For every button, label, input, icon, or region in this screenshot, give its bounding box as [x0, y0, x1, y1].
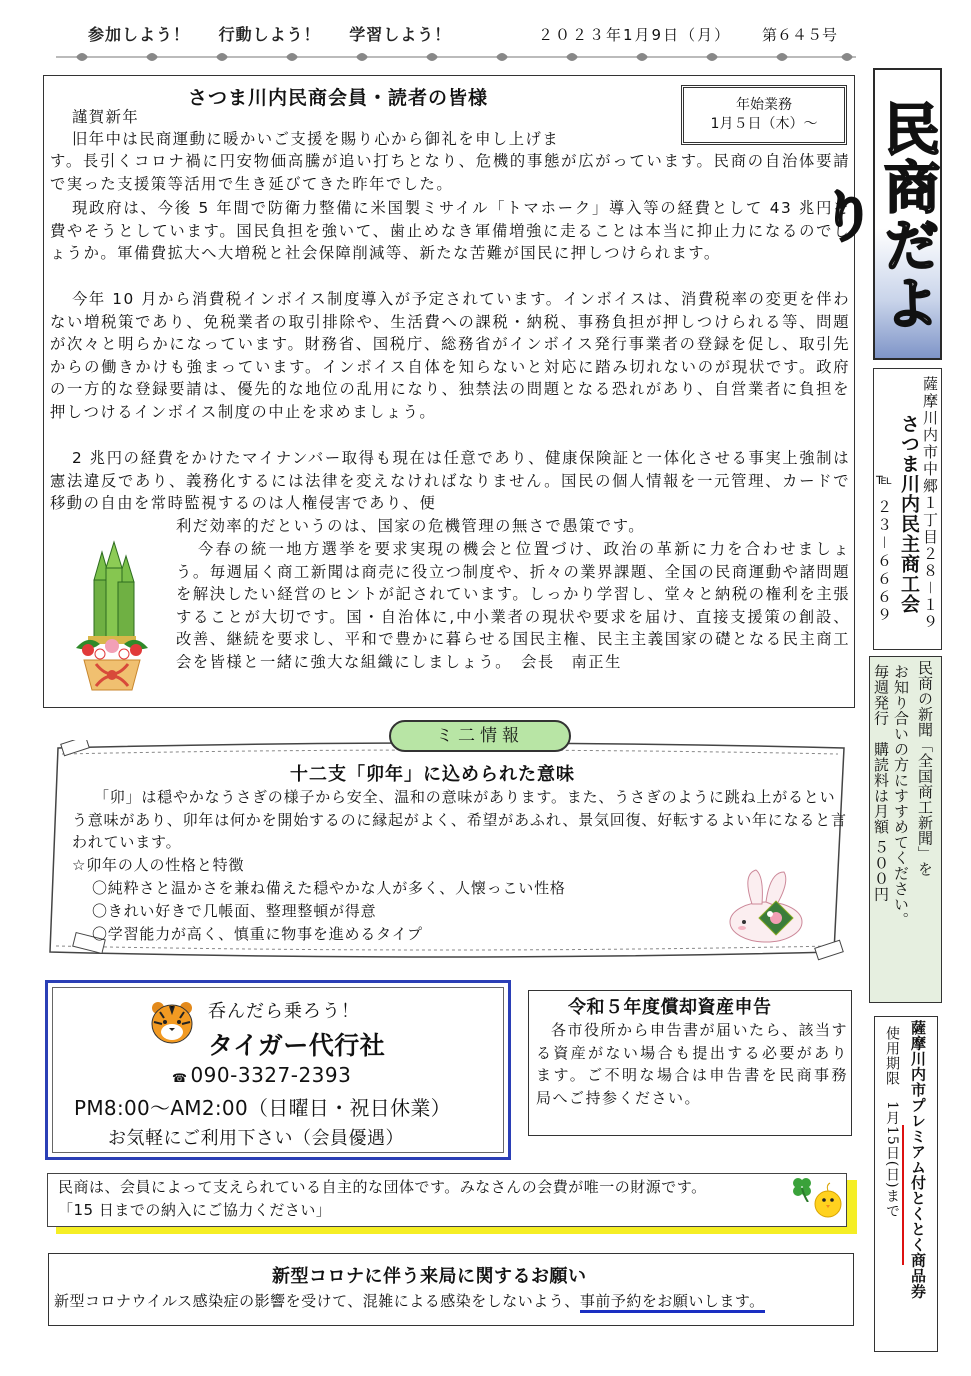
office-phone: ℡ ２３－６６６９	[875, 470, 893, 625]
slogan-1: 参加しよう！	[88, 25, 191, 44]
list-item: 〇きれい好きで几帳面、整理整頓が得意	[92, 902, 377, 920]
header-vine-divider	[56, 46, 856, 68]
taxi-phone-number: 090-3327-2393	[190, 1063, 352, 1087]
mini-info-title: 十二支「卯年」に込められた意味	[290, 764, 575, 785]
newspaper-promo-lines	[871, 664, 911, 928]
issue-number: 第６４５号	[762, 26, 838, 44]
dues-line-1: 民商は、会員によって支えられている自主的な団体です。みなさんの会費が唯一の財源です。	[58, 1178, 707, 1196]
mini-info-label: ミ二情報	[389, 720, 571, 752]
main-article-title: さつま川内民商会員・読者の皆様	[188, 87, 489, 109]
expiry-red-rule	[902, 1125, 904, 1265]
depreciation-title: 令和５年度償却資産申告	[568, 997, 772, 1018]
new-year-hours-box	[681, 85, 847, 145]
slogan-3: 学習しよう！	[349, 25, 452, 44]
paragraph-invoice: 今年 10 月から消費税インボイス制度導入が予定されています。インボイスは、消費税率の変更を伴わない増税策であり、免税業者の取引排除や、生活費への課税・納税、事務負担が押しつけられる等、問題が次々と明らかになっています。財務省、国税庁、総務省がインボイス発行事業者の登録を促し、取引先からの働きかけも強まっています。インボイス自体を知らないと対応に踏み切れないのが現状です。政府の一方的な登録要請は、優先的な地位の乱用になり、独禁法の問題となる恐れがあり、自営業者に負担を押しつけるインボイス制度の中止を求めましょう。	[50, 290, 850, 421]
organization-name: さつま川内民主商工会	[898, 414, 920, 614]
mini-info-heading: ☆卯年の人の性格と特徴	[72, 856, 245, 874]
newspaper-promo-line2: お知り合いの方にすすめてください。	[892, 664, 910, 928]
taxi-phone	[172, 1063, 351, 1087]
slogan-2: 行動しよう！	[218, 25, 321, 44]
taxi-company-name: タイガー代行社	[208, 1031, 386, 1060]
phone-icon: ☎	[172, 1071, 188, 1085]
paragraph-mynumber: 2 兆円の経費をかけたマイナンバー取得も現在は任意であり、健康保険証と一体化させる事実上強制は憲法違反であり、義務化するには法律を変えなければなりません。国民の個人情報を一元管理、カードで移動の自由を常時監視するのは人権侵害であり、便	[50, 449, 850, 513]
paragraph-1-start: 旧年中は民商運動に暖かいご支援を賜り心から御礼を申し上げま	[72, 130, 560, 148]
paragraph-defense: 現政府は、今後 5 年間で防衛力整備に米国製ミサイル「トマホーク」導入等の経費として 43 兆円を費やそうとしています。国民負担を強いて、歯止めなき軍備増強に走ることは本当に抑止力になるのでしょうか。軍備費拡大へ大増税と社会保障削減等、新たな苦難が国民に押しつけられます。	[50, 199, 850, 263]
paragraph-mynumber-end: 利だ効率的だというのは、国家の危機管理の無さで愚策です。	[176, 517, 646, 535]
header-slogans	[88, 22, 473, 45]
reservation-request: 事前予約をお願いします。	[580, 1292, 765, 1313]
corona-notice-text: 新型コロナウイルス感染症の影響を受けて、混雑による感染をしないよう、	[54, 1292, 580, 1310]
gift-voucher-expiry: 使用期限 1月15日(日)まで	[884, 1026, 900, 1219]
greeting: 謹賀新年	[72, 108, 140, 126]
list-item: 〇純粋さと温かさを兼ね備えた穏やかな人が多く、人懐っこい性格	[92, 879, 566, 897]
taxi-ad-slogan: 呑んだら乗ろう！	[208, 1001, 360, 1022]
masthead-title: 民商だより	[873, 68, 942, 360]
taxi-note: お気軽にご利用下さい（会員優遇）	[108, 1128, 404, 1149]
kadomatsu-illustration	[66, 540, 158, 692]
mini-info-paragraph: 「卯」は穏やかなうさぎの様子から安全、温和の意味があります。また、うさぎのように跳ね上がるという意味があり、卯年は何かを開始するのに縁起がよく、希望があふれ、景気回復、好転するよい年になると言われています。	[72, 788, 847, 851]
rabbit-illustration	[726, 868, 808, 944]
newspaper-promo-line1: 民商の新聞「全国商工新聞」を	[916, 660, 934, 877]
chick-icon	[813, 1182, 843, 1218]
dues-line-2: 「15 日までの納入にご協力ください」	[58, 1201, 332, 1219]
newspaper-promo-line3: 毎週発行 購読料は月額 ５００円	[872, 664, 890, 902]
paragraph-election: 今春の統一地方選挙を要求実現の機会と位置づけ、政治の革新に力を合わせましょう。毎週届く商工新聞は商売に役立つ制度や、折々の業界課題、全国の民商運動や諸問題を解決したい経営のヒントが記されています。しっかり学習し、堂々と納税の権利を主張することが大切です。国・自治体に,中小業者の現状や要求を届け、直接支援策の創設、改善、継続を要求し、平和で豊かに暮らせる国民主権、民主主義国家の礎となる民主商工会を皆様と一緒に強大な組織にしましょう。 会長 南正生	[176, 540, 850, 671]
paragraph-1-rest: す。長引くコロナ禍に円安物価高騰が追い打ちとなり、危機的事態が広がっています。民商の自治体要請で実った支援策等活用で生き延びてきた昨年でした。	[50, 152, 850, 193]
tiger-icon	[148, 1000, 196, 1046]
corona-notice-title: 新型コロナに伴う来局に関するお願い	[272, 1266, 587, 1287]
taxi-hours: PM8:00～AM2:00（日曜日・祝日休業）	[74, 1096, 451, 1120]
hours-date: 1月５日（木）～	[710, 116, 818, 132]
depreciation-body: 各市役所から申告書が届いたら、該当する資産がない場合も提出する必要があります。ご不明な場合は申告書を民商事務局へご持参ください。	[536, 1021, 849, 1108]
office-address: 薩摩川内市中郷１丁目２８－１９	[921, 376, 939, 632]
gift-voucher-title: 薩摩川内市プレミアム付とくとく商品券	[909, 1020, 927, 1299]
issue-date: ２０２３年1月9日（月）	[538, 26, 732, 44]
corona-notice-body	[54, 1290, 765, 1311]
list-item: 〇学習能力が高く、慎重に物事を進めるタイプ	[92, 925, 423, 943]
clover-icon	[790, 1176, 814, 1202]
hours-label: 年始業務	[736, 97, 792, 113]
